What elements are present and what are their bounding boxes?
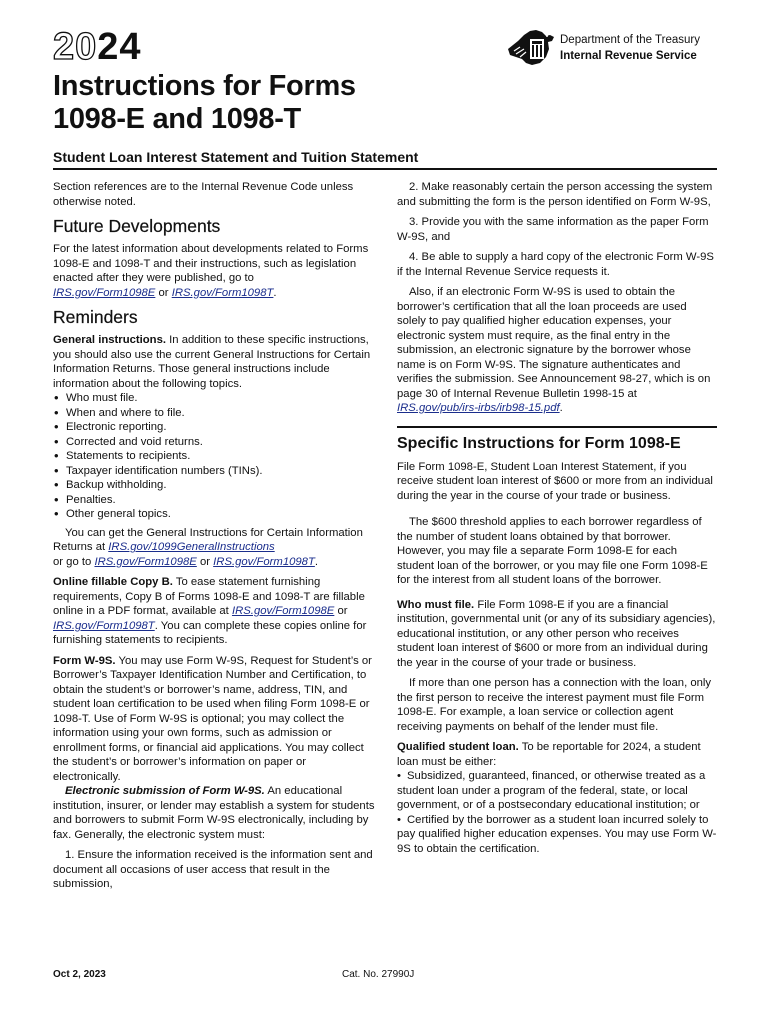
page-subtitle: Student Loan Interest Statement and Tuition Statement [53,149,419,165]
list-item: • Who must file. [53,391,375,406]
electronic-submission-paragraph: Electronic submission of Form W-9S. An educational institution, insurer, or lender may establish a system for students and borrowers to submit Form W-9S electronically, including by fax. Generally, the electronic system must: [53,785,375,841]
header-divider [53,168,717,170]
link-form1098t[interactable]: IRS.gov/Form1098T [171,286,274,299]
list-item: • Statements to recipients. [53,449,375,464]
requirement-item-2: 2. Make reasonably certain the person accessing the system and submitting the form is the person identified on Form W-9S, [397,181,713,208]
borrower-certification-paragraph: Also, if an electronic Form W-9S is used to obtain the borrower’s certification that all the loan proceeds are used solely to pay qualified higher education expenses, your electronic system must require, as the final entry in the submission, an electronic signature by the borrower whose name is on Form W-9S. The signature authenticates and verifies the submission. See Announcement 98-27, which is on page 30 of Internal Revenue Bulletin 1998-15 at IRS.gov/pub/irs-irbs/irb98-15.pdf. [397,286,711,414]
topics-list [53,391,375,522]
qualified-student-loan-paragraph: Qualified student loan. To be reportable for 2024, a student loan must be either: [397,741,701,768]
link-1099-general-instructions[interactable]: IRS.gov/1099GeneralInstructions [108,541,275,553]
agency-name: Department of the Treasury Internal Revenue Service [560,34,700,62]
link-irb98-15[interactable]: IRS.gov/pub/irs-irbs/irb98-15.pdf [397,402,560,414]
general-instructions-link-paragraph: You can get the General Instructions for Certain Information Returns at IRS.gov/1099GeneralInstructions or go to IRS.gov/Form1098E or IRS.gov/Form1098T. [53,526,363,568]
future-developments-heading: Future Developments [53,216,221,236]
who-must-file-paragraph: Who must file. File Form 1098-E if you are a financial institution, governmental unit (or any of its subsidiary agencies), educational institution, or any other person who receives student loan interest of $600 or more from an individual during the year in the course of your trade or business. [397,598,716,669]
link-form1098e[interactable]: IRS.gov/Form1098E [231,605,335,617]
left-column [53,180,375,898]
intro-paragraph: Section references are to the Internal Revenue Code unless otherwise noted. [53,181,354,208]
link-form1098t[interactable]: IRS.gov/Form1098T [213,555,315,568]
requirement-item-1: 1. Ensure the information received is the information sent and document all occasions of user access that result in the submission, [53,849,373,890]
list-item: • Corrected and void returns. [53,435,375,450]
link-form1098e[interactable]: IRS.gov/Form1098E [53,286,156,299]
general-instructions-paragraph: General instructions. In addition to these specific instructions, you should also use the current General Instructions for Certain Information Returns. Those general instructions include information about the following topics. [53,334,371,390]
footer-date: Oct 2, 2023 [53,969,106,980]
more-than-one-person-paragraph: If more than one person has a connection with the loan, only the first person to receive the interest payment must file Form 1098-E. For example, a loan service or collection agent receiving payments on behalf of the lender must file. [397,677,712,733]
threshold-paragraph: The $600 threshold applies to each borrower regardless of the number of student loans obtained by that borrower. However, you may file a separate Form 1098-E for each student loan of the borrower, or you may file one Form 1098-E for the interest from all student loans of the borrower. [397,516,708,586]
future-developments-paragraph: For the latest information about developments related to Forms 1098-E and 1098-T and their instructions, such as legislation enacted after they were published, go to IRS.gov/Form1098E or IRS.gov/Form1098T. [53,243,369,299]
catalog-number: Cat. No. 27990J [342,969,415,980]
requirement-item-4: 4. Be able to supply a hard copy of the electronic Form W-9S if the Internal Revenue Service requests it. [397,251,714,278]
list-item: • Subsidized, guaranteed, financed, or otherwise treated as a student loan under a program of the federal, state, or local government, or of a postsecondary educational institution; or [397,770,706,811]
right-column [397,180,717,856]
link-form1098t[interactable]: IRS.gov/Form1098T [53,619,155,632]
list-item: • Other general topics. [53,507,375,522]
specific-instructions-heading: Specific Instructions for Form 1098-E [397,426,717,454]
list-item: • When and where to file. [53,406,375,421]
irs-eagle-logo-icon [506,27,556,67]
list-item: • Electronic reporting. [53,420,375,435]
list-item: • Penalties. [53,493,375,508]
form-year: 2024 [53,26,142,68]
form-w9s-paragraph: Form W-9S. You may use Form W-9S, Request for Student’s or Borrower’s Taxpayer Identification Number and Certification, to obtain the student’s or borrower’s name, address, TIN, and student loan certification to be used when filing Form 1098-E or 1098-T. Use of Form W-9S is optional; you may collect the information using your own forms, such as admission or enrollment forms, or financial aid applications. You may collect the student’s or borrower’s information on paper or electronically. [53,654,372,783]
specific-instructions-paragraph: File Form 1098-E, Student Loan Interest Statement, if you receive student loan interest of $600 or more from an individual during the year in the course of your trade or business. [397,460,713,502]
copy-b-paragraph: Online fillable Copy B. To ease statement furnishing requirements, Copy B of Forms 1098-E and 1098-T are fillable online in a PDF format, available at IRS.gov/Form1098E or IRS.gov/Form1098T. You can complete these copies online for furnishing statements to recipients. [53,576,367,646]
reminders-heading: Reminders [53,307,138,327]
requirement-item-3: 3. Provide you with the same information as the paper Form W-9S, and [397,216,709,243]
list-item: • Taxpayer identification numbers (TINs). [53,464,375,479]
list-item: • Certified by the borrower as a student loan incurred solely to pay qualified higher education expenses. You may use Form W-9S to obtain the certification. [397,813,717,855]
link-form1098e[interactable]: IRS.gov/Form1098E [94,555,197,568]
page-title: Instructions for Forms 1098-E and 1098-T [53,70,356,135]
list-item: • Backup withholding. [53,478,375,493]
